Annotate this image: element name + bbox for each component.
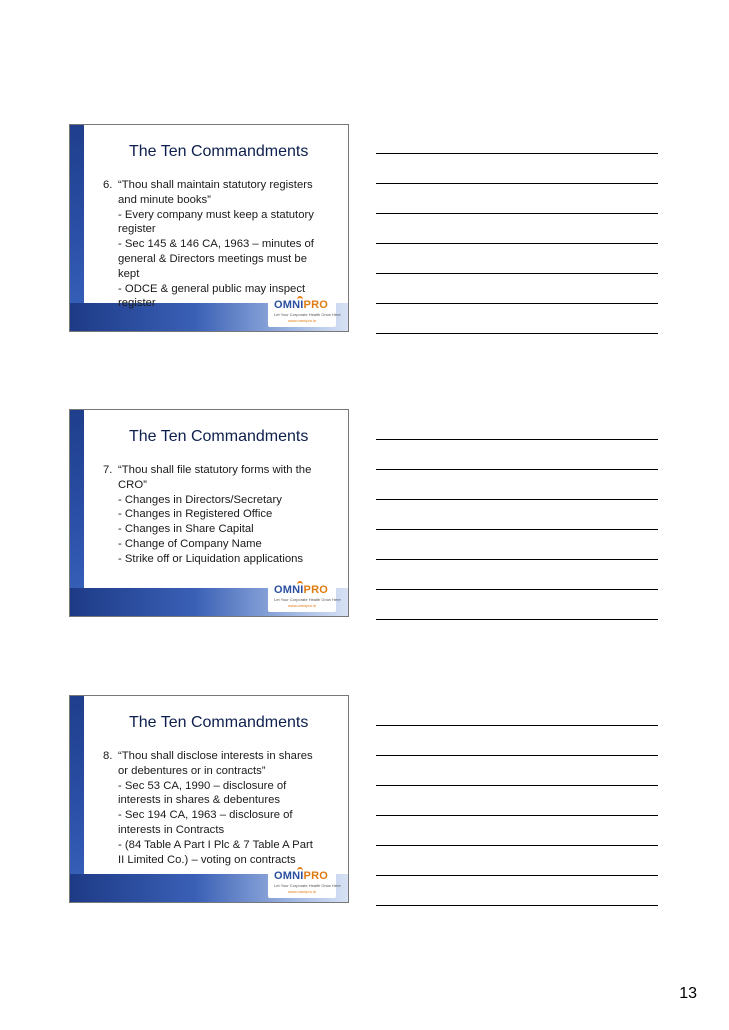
item-text: “Thou shall file statutory forms with the <box>118 464 312 476</box>
note-line <box>376 875 658 876</box>
omnipro-logo: OMNIPRO Let Your Corporate Health Grow Here www.omnipro.ie <box>268 868 336 898</box>
item-line: - Every company must keep a statutory <box>118 208 314 221</box>
note-line <box>376 213 658 214</box>
slide-list-item <box>103 178 349 193</box>
note-line <box>376 469 658 470</box>
slide-body <box>103 463 349 567</box>
item-line: - Change of Company Name <box>118 537 262 550</box>
slide-title: The Ten Commandments <box>129 143 309 160</box>
omnipro-logo: OMNIPRO Let Your Corporate Health Grow Here www.omnipro.ie <box>268 582 336 612</box>
note-line <box>376 725 658 726</box>
note-line <box>376 905 658 906</box>
slide-list-item <box>103 749 349 764</box>
slide-thumbnail-1 <box>69 124 349 332</box>
note-line <box>376 815 658 816</box>
note-line <box>376 243 658 244</box>
item-line: kept <box>118 267 140 280</box>
item-line: - Sec 53 CA, 1990 – disclosure of <box>118 779 287 792</box>
note-line <box>376 499 658 500</box>
slide-thumbnail-2 <box>69 409 349 617</box>
note-line <box>376 273 658 274</box>
note-line <box>376 439 658 440</box>
item-line: - Changes in Share Capital <box>118 523 254 536</box>
item-line: general & Directors meetings must be <box>118 252 307 265</box>
item-line: - Changes in Registered Office <box>118 508 273 521</box>
slide-side-band <box>70 125 84 331</box>
item-line: register <box>118 223 156 236</box>
item-line: - (84 Table A Part I Plc & 7 Table A Part <box>118 838 313 851</box>
item-line: CRO” <box>118 478 147 491</box>
page-number: 13 <box>679 985 697 1002</box>
item-line: - Changes in Directors/Secretary <box>118 493 282 506</box>
item-text: “Thou shall maintain statutory registers <box>118 179 313 191</box>
item-line: - Strike off or Liquidation applications <box>118 552 304 565</box>
item-number: 6. <box>103 179 113 191</box>
item-line: II Limited Co.) – voting on contracts <box>118 853 296 866</box>
slide-content-area <box>84 410 348 588</box>
note-line <box>376 333 658 334</box>
note-line <box>376 619 658 620</box>
note-line <box>376 785 658 786</box>
item-line: and minute books” <box>118 193 211 206</box>
slide-side-band <box>70 696 84 902</box>
slide-content-area <box>84 696 348 874</box>
item-line: interests in shares & debentures <box>118 794 281 807</box>
item-line: interests in Contracts <box>118 823 225 836</box>
note-line <box>376 755 658 756</box>
slide-body <box>103 178 349 311</box>
slide-side-band <box>70 410 84 616</box>
omnipro-logo: OMNIPRO Let Your Corporate Health Grow Here www.omnipro.ie <box>268 297 336 327</box>
item-text: “Thou shall disclose interests in shares <box>118 750 313 762</box>
item-number: 7. <box>103 464 113 476</box>
note-line <box>376 589 658 590</box>
slide-title: The Ten Commandments <box>129 714 309 731</box>
item-number: 8. <box>103 750 113 762</box>
note-line <box>376 153 658 154</box>
item-line: or debentures or in contracts” <box>118 764 266 777</box>
slide-thumbnail-3 <box>69 695 349 903</box>
note-line <box>376 559 658 560</box>
item-line: - Sec 145 & 146 CA, 1963 – minutes of <box>118 238 314 251</box>
slide-body <box>103 749 349 867</box>
note-line <box>376 183 658 184</box>
item-line: - ODCE & general public may inspect <box>118 282 306 295</box>
slide-title: The Ten Commandments <box>129 428 309 445</box>
slide-list-item <box>103 463 349 478</box>
item-line: - Sec 194 CA, 1963 – disclosure of <box>118 809 293 822</box>
note-line <box>376 845 658 846</box>
note-line <box>376 529 658 530</box>
item-line: register <box>118 297 156 310</box>
note-line <box>376 303 658 304</box>
slide-content-area <box>84 125 348 310</box>
